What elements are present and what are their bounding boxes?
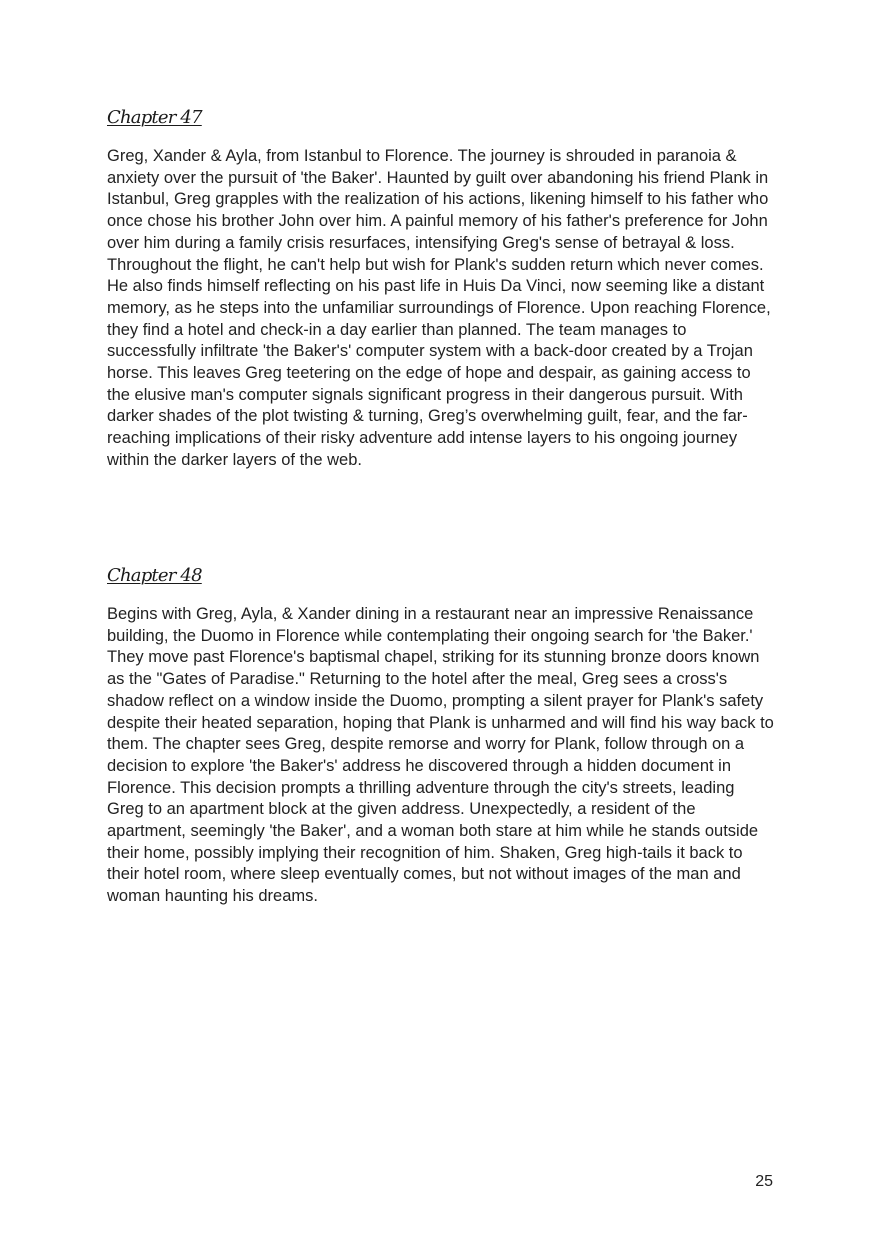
chapter-summary-paragraph: Begins with Greg, Ayla, & Xander dining in a restaurant near an impressive Renaissance building, the Duomo in Florence while contemplating their ongoing search for 'the Baker.' They move past Florence's baptismal chapel, striking for its stunning bronze doors known as the "Gates of Paradise." Returning to the hotel after the meal, Greg sees a cross's shadow reflect on a window inside the Duomo, prompting a silent prayer for Plank's safety despite their heated separation, hoping that Plank is unharmed and will find his way back to them. The chapter sees Greg, despite remorse and worry for Plank, follow through on a decision to explore 'the Baker's' address he discovered through a hidden document in Florence. This decision prompts a thrilling adventure through the city's streets, leading Greg to an apartment block at the given address. Unexpectedly, a resident of the apartment, seemingly 'the Baker', and a woman both stare at him while he stands outside their home, possibly implying their recognition of him. Shaken, Greg high-tails it back to their hotel room, where sleep eventually comes, but not without images of the man and woman haunting his dreams. — [107, 605, 774, 906]
chapter-heading: Chapter 47 — [107, 107, 202, 128]
chapter-48-section — [107, 564, 775, 908]
page-number: 25 — [755, 1173, 773, 1190]
chapter-heading: Chapter 48 — [107, 565, 202, 586]
chapter-summary-paragraph: Greg, Xander & Ayla, from Istanbul to Florence. The journey is shrouded in paranoia & anxiety over the pursuit of 'the Baker'. Haunted by guilt over abandoning his friend Plank in Istanbul, Greg grapples with the realization of his actions, likening himself to his father who once chose his brother John over him. A painful memory of his father's preference for John over him during a family crisis resurfaces, intensifying Greg's sense of betrayal & loss. Throughout the flight, he can't help but wish for Plank's sudden return which never comes. He also finds himself reflecting on his past life in Huis Da Vinci, now seeming like a distant memory, as he steps into the unfamiliar surroundings of Florence. Upon reaching Florence, they find a hotel and check-in a day earlier than planned. The team manages to successfully infiltrate 'the Baker's' computer system with a back-door created by a Trojan horse. This leaves Greg teetering on the edge of hope and despair, as gaining access to the elusive man's computer signals significant progress in their dangerous pursuit. With darker shades of the plot twisting & turning, Greg’s overwhelming guilt, fear, and the far-reaching implications of their risky adventure add intense layers to his ongoing journey within the darker layers of the web. — [107, 147, 771, 469]
chapter-47-section — [107, 106, 775, 472]
